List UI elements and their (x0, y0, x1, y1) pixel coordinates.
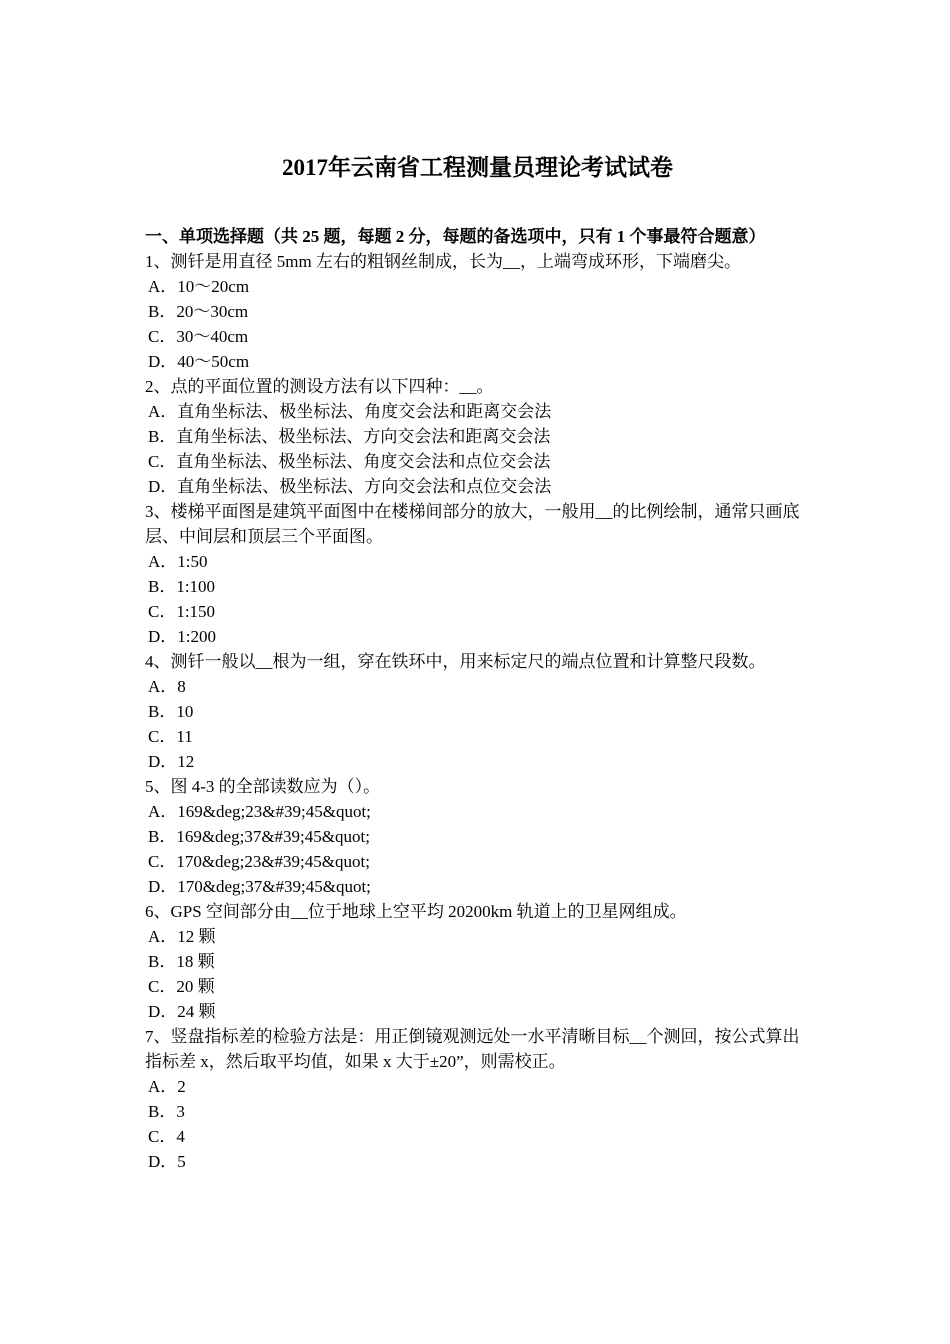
question-block (145, 249, 810, 374)
question-block (145, 1024, 810, 1174)
question-text: 2、点的平面位置的测设方法有以下四种：__。 (145, 377, 494, 396)
answer-option: A．12 颗 (148, 927, 216, 946)
answer-option: D．24 颗 (148, 1002, 216, 1021)
answer-option: C．11 (148, 727, 193, 746)
answer-option: C．4 (148, 1127, 185, 1146)
answer-option: C．直角坐标法、极坐标法、角度交会法和点位交会法 (148, 452, 551, 471)
question-block (145, 649, 810, 774)
answer-option: B．直角坐标法、极坐标法、方向交会法和距离交会法 (148, 427, 551, 446)
answer-option: C．20 颗 (148, 977, 215, 996)
answer-option: C．170&deg;23&#39;45&quot; (148, 852, 370, 871)
question-text: 3、楼梯平面图是建筑平面图中在楼梯间部分的放大，一般用__的比例绘制，通常只画底层、中间层和顶层三个平面图。 (145, 502, 800, 546)
question-text: 5、图 4-3 的全部读数应为（）。 (145, 777, 381, 796)
question-block (145, 374, 810, 499)
answer-option: A．2 (148, 1077, 186, 1096)
document-page (145, 150, 810, 1174)
question-block (145, 774, 810, 899)
answer-option: B．1:100 (148, 577, 216, 596)
answer-option: B．169&deg;37&#39;45&quot; (148, 827, 370, 846)
answer-option: B．10 (148, 702, 194, 721)
answer-option: A．10～20cm (148, 277, 250, 296)
section-heading: 一、单项选择题（共 25 题，每题 2 分，每题的备选项中，只有 1 个事最符合题意） (145, 227, 766, 246)
answer-option: B．20～30cm (148, 302, 249, 321)
question-text: 7、竖盘指标差的检验方法是：用正倒镜观测远处一水平清晰目标__个测回，按公式算出指标差 x，然后取平均值，如果 x 大于±20”，则需校正。 (145, 1027, 800, 1071)
question-text: 4、测钎一般以__根为一组，穿在铁环中，用来标定尺的端点位置和计算整尺段数。 (145, 652, 766, 671)
answer-option: C．1:150 (148, 602, 216, 621)
question-block (145, 899, 810, 1024)
answer-option: A．8 (148, 677, 186, 696)
question-list (145, 249, 810, 1174)
document-title: 2017年云南省工程测量员理论考试试卷 (282, 155, 673, 180)
answer-option: B．3 (148, 1102, 185, 1121)
question-text: 6、GPS 空间部分由__位于地球上空平均 20200km 轨道上的卫星网组成。 (145, 902, 687, 921)
answer-option: A．169&deg;23&#39;45&quot; (148, 802, 371, 821)
answer-option: A．1:50 (148, 552, 208, 571)
answer-option: D．12 (148, 752, 195, 771)
answer-option: D．直角坐标法、极坐标法、方向交会法和点位交会法 (148, 477, 552, 496)
answer-option: C．30～40cm (148, 327, 249, 346)
answer-option: D．5 (148, 1152, 186, 1171)
answer-option: D．1:200 (148, 627, 216, 646)
question-text: 1、测钎是用直径 5mm 左右的粗钢丝制成，长为__，上端弯成环形，下端磨尖。 (145, 252, 741, 271)
answer-option: D．40～50cm (148, 352, 250, 371)
answer-option: A．直角坐标法、极坐标法、角度交会法和距离交会法 (148, 402, 552, 421)
answer-option: D．170&deg;37&#39;45&quot; (148, 877, 371, 896)
answer-option: B．18 颗 (148, 952, 215, 971)
question-block (145, 499, 810, 649)
